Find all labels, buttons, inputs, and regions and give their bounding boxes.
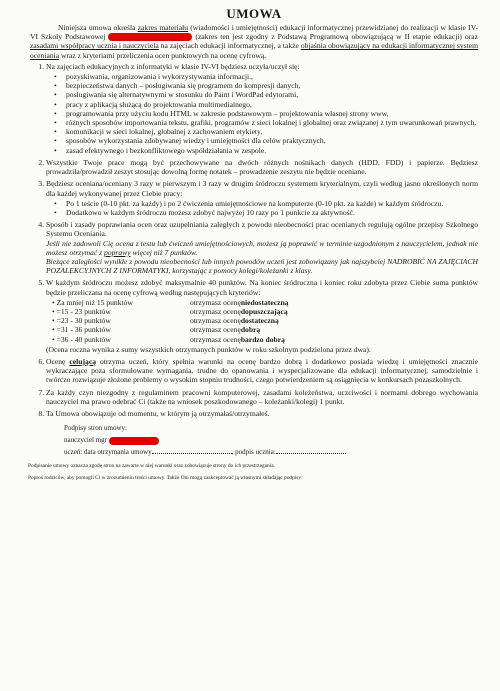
intro-paragraph: Niniejsza umowa określa zakres materiału (wiadomości i umiejętności) edukacji informatycznej przewidzianej do realizacji w klasie IV-VI Szkoły Podstawowej (zakres ten jest zgodny z Podstawą Programową obowiązującą w II etapie edukacji) oraz zasadami współpracy ucznia i nauczyciela na zajęciach edukacji informatycznej, a także objaśnia obowiązujący na edukacji informatycznej system oceniania wraz z kryteriami przeliczenia ocen punktowych na ocenę cyfrową. — [30, 23, 479, 60]
point-8: 8. Ta Umowa obowiązuje od momentu, w którym ją otrzymałaś/otrzymałeś. — [46, 409, 478, 418]
redacted-school-name — [108, 33, 192, 41]
list-item: • Po 1 teście (0-10 pkt. za każdy) i po 2 ćwiczenia umiejętnościowe na komputerze (0-10 pkt. za każde) w każdym śródroczu. — [60, 199, 478, 208]
grade-row: • =31 - 36 punktów otrzymasz ocenę dobrą — [52, 325, 478, 334]
point-2: 2. Wszystkie Twoje prace mogą być przechowywane na dwóch różnych nośnikach danych (HDD, FDD) i papierze. Będziesz prowadziła/prowadził zeszyt stosując dowolną formę notatek – prowadzenie zeszytu nie będzie oceniane. — [46, 158, 478, 176]
grade-table — [52, 298, 478, 344]
point-7: 7. Za każdy czyn niezgodny z regulaminem pracowni komputerowej, zasadami koleżeństwa, uczciwości i normami dobrego wychowania nauczyciel ma prawo odebrać Ci (także na wniosek poszkodowanego – koleżanki/kolegi) 1 punkt. — [46, 388, 478, 406]
signature-section — [30, 422, 478, 458]
signature-heading: Podpisy stron umowy: — [64, 424, 128, 433]
topics-list — [46, 72, 478, 155]
list-item: • bezpieczeństwa danych – posługiwania się programem do kompresji danych, — [60, 81, 478, 90]
grading-list — [46, 199, 478, 217]
footnote-parents: Poproś rodziców, aby pomogli Ci w zrozumieniu treści umowy. Także Oni mogą zaakceptować ją własnymi składając podpisy: — [28, 475, 303, 482]
point-3: 3. Będziesz oceniana/oceniany 3 razy w pierwszym i 3 razy w drugim śródroczu systemem kryterialnym, czyli według jasno określonych norm dla każdej wykonywanej przez Ciebie pracy: • Po 1 teście (0-10 pkt. za każdy) i po 2 ćwiczenia umiejętnościowe na komputerze (0-10 pkt. za każde) w każdym śródroczu. • Dodatkowo w każdym śródroczu możesz zdobyć najwyżej 10 razy po 1 punkcie za aktywność. — [46, 179, 478, 217]
list-item: • pozyskiwania, organizowania i wykorzystywania informacji., — [60, 72, 478, 81]
list-item: • komunikacji w sieci lokalnej, globalnej z zachowaniem etykiety, — [60, 127, 478, 136]
list-item: • pracy z aplikacją służącą do projektowania multimedialnego, — [60, 100, 478, 109]
point-1: 1. Na zajęciach edukacyjnych z informatyki w klasie IV-VI będziesz uczyła/uczył się: • pozyskiwania, organizowania i wykorzystywania informacji., • bezpieczeństwa danych – posługiwania się programem do kompresji danych, • posługiwania się alternatywnymi w stosunku do Paint i WordPad edytorami, • pracy z aplikacją służącą do projektowania multimedialnego, • programowania przy użyciu kodu HTML w zakresie podstawowym – projektowania własnej strony www, • różnych sposobów importowania tekstu, grafiki, programów z sieci lokalnej i globalnej oraz związanej z tym uwarunkowań prawnych, • komunikacji w sieci lokalnej, globalnej z zachowaniem etykiety, • sposobów wykorzystania zdobywanej wiedzy i umiejętności dla celów praktycznych, • zasad efektywnego i bezkonfliktowego współdziałania w zespole. — [46, 62, 478, 155]
point-6: 6. Ocenę celującą otrzyma uczeń, który spełnia warunki na ocenę bardzo dobrą i dodatkowo posiada wiedzę i umiejętności znacznie wykraczające poza sformułowane wymagania, trudne do opanowania i wyspecjalizowane dla edukacji informatycznej, samodzielnie i twórczo rozwiązuje złożone problemy o wysokim stopniu trudności, czego potwierdzeniem są osiągnięcia w konkursach pozaszkolnych. — [46, 357, 478, 385]
grade-row: • Za mniej niż 15 punktów otrzymasz ocenę niedostateczną — [52, 298, 478, 307]
page-title: UMOWA — [226, 6, 282, 21]
list-item: • sposobów wykorzystania zdobywanej wiedzy i umiejętności dla celów praktycznych, — [60, 136, 478, 145]
grade-row: • =36 - 40 punktów otrzymasz ocenę bardzo dobrą — [52, 335, 478, 344]
contract-points — [30, 62, 478, 418]
redacted-teacher-name — [109, 437, 159, 445]
point-4: 4. Sposób i zasady poprawiania ocen oraz uzupełniania zaległych z powodu nieobecności prac ocenianych regulują ogólne przepisy Szkolnego Systemu Oceniania. Jeśli nie zadowoli Cię ocena z testu lub ćwiczeń umiejętnościowych, możesz ją poprawić w terminie uzgodnionym z nauczycielem, jednak nie możesz otrzymać z poprawy więcej niż 7 punktów. Bieżące zaległości wynikłe z powodu nieobecności lub innych powodów uczeń jest zobowiązany jak najszybciej NADROBIĆ NA ZAJĘCIACH POZALEKCYJNYCH Z INFORMATYKI, korzystając z pomocy kolegi/koleżanki z klasy. — [46, 220, 478, 275]
teacher-signature-line: nauczyciel mgr — [64, 434, 478, 446]
list-item: • posługiwania się alternatywnymi w stosunku do Paint i WordPad edytorami, — [60, 90, 478, 99]
point-5: 5. W każdym śródroczu możesz zdobyć maksymalnie 40 punktów. Na koniec śródroczna i koniec roku zdobyta przez Ciebie suma punktów będzie przeliczana na ocenę cyfrową według następujących kryteriów: • Za mniej niż 15 punktów otrzymasz ocenę niedostateczną • =15 - 23 punktów otrzymasz ocenę dopuszczającą • =23 - 30 punktów otrzymasz ocenę dostateczną • =31 - 36 punktów otrzymasz ocenę dobrą • =36 - 40 punktów otrzymasz ocenę bardzo dobrą (Ocena roczna wynika z sumy wszystkich otrzymanych punktów w roku szkolnym podzielona przez dwa). — [46, 278, 478, 354]
list-item: • programowania przy użyciu kodu HTML w zakresie podstawowym – projektowania własnej strony www, — [60, 109, 478, 118]
list-item: • zasad efektywnego i bezkonfliktowego współdziałania w zespole. — [60, 146, 478, 155]
grade-row: • =23 - 30 punktów otrzymasz ocenę dostateczną — [52, 316, 478, 325]
footnote-agreement: Podpisanie umowy oznacza zgodę stron na zawarte w niej warunki oraz zobowiązuje strony do ich przestrzegania. — [28, 463, 275, 470]
list-item: • Dodatkowo w każdym śródroczu możesz zdobyć najwyżej 10 razy po 1 punkcie za aktywność. — [60, 208, 478, 217]
list-item: • różnych sposobów importowania tekstu, grafiki, programów z sieci lokalnej i globalnej oraz związanej z tym uwarunkowań prawnych, — [60, 118, 478, 127]
annual-grade-note: (Ocena roczna wynika z sumy wszystkich otrzymanych punktów w roku szkolnym podzielona przez dwa). — [46, 344, 371, 354]
catch-up-rule: Bieżące zaległości wynikłe z powodu nieobecności lub innych powodów uczeń jest zobowiązany jak najszybciej NADROBIĆ NA ZAJĘCIACH POZALEKCYJNYCH Z INFORMATYKI, korzystając z pomocy kolegi/koleżanki z klasy. — [46, 256, 478, 276]
grade-row: • =15 - 23 punktów otrzymasz ocenę dopuszczającą — [52, 307, 478, 316]
student-signature-line: uczeń: data otrzymania umowy , podpis ucznia: — [64, 446, 478, 458]
retake-rule: Jeśli nie zadowoli Cię ocena z testu lub ćwiczeń umiejętnościowych, możesz ją poprawić w terminie uzgodnionym z nauczycielem, jednak nie możesz otrzymać z poprawy więcej niż 7 punktów. — [46, 238, 478, 257]
